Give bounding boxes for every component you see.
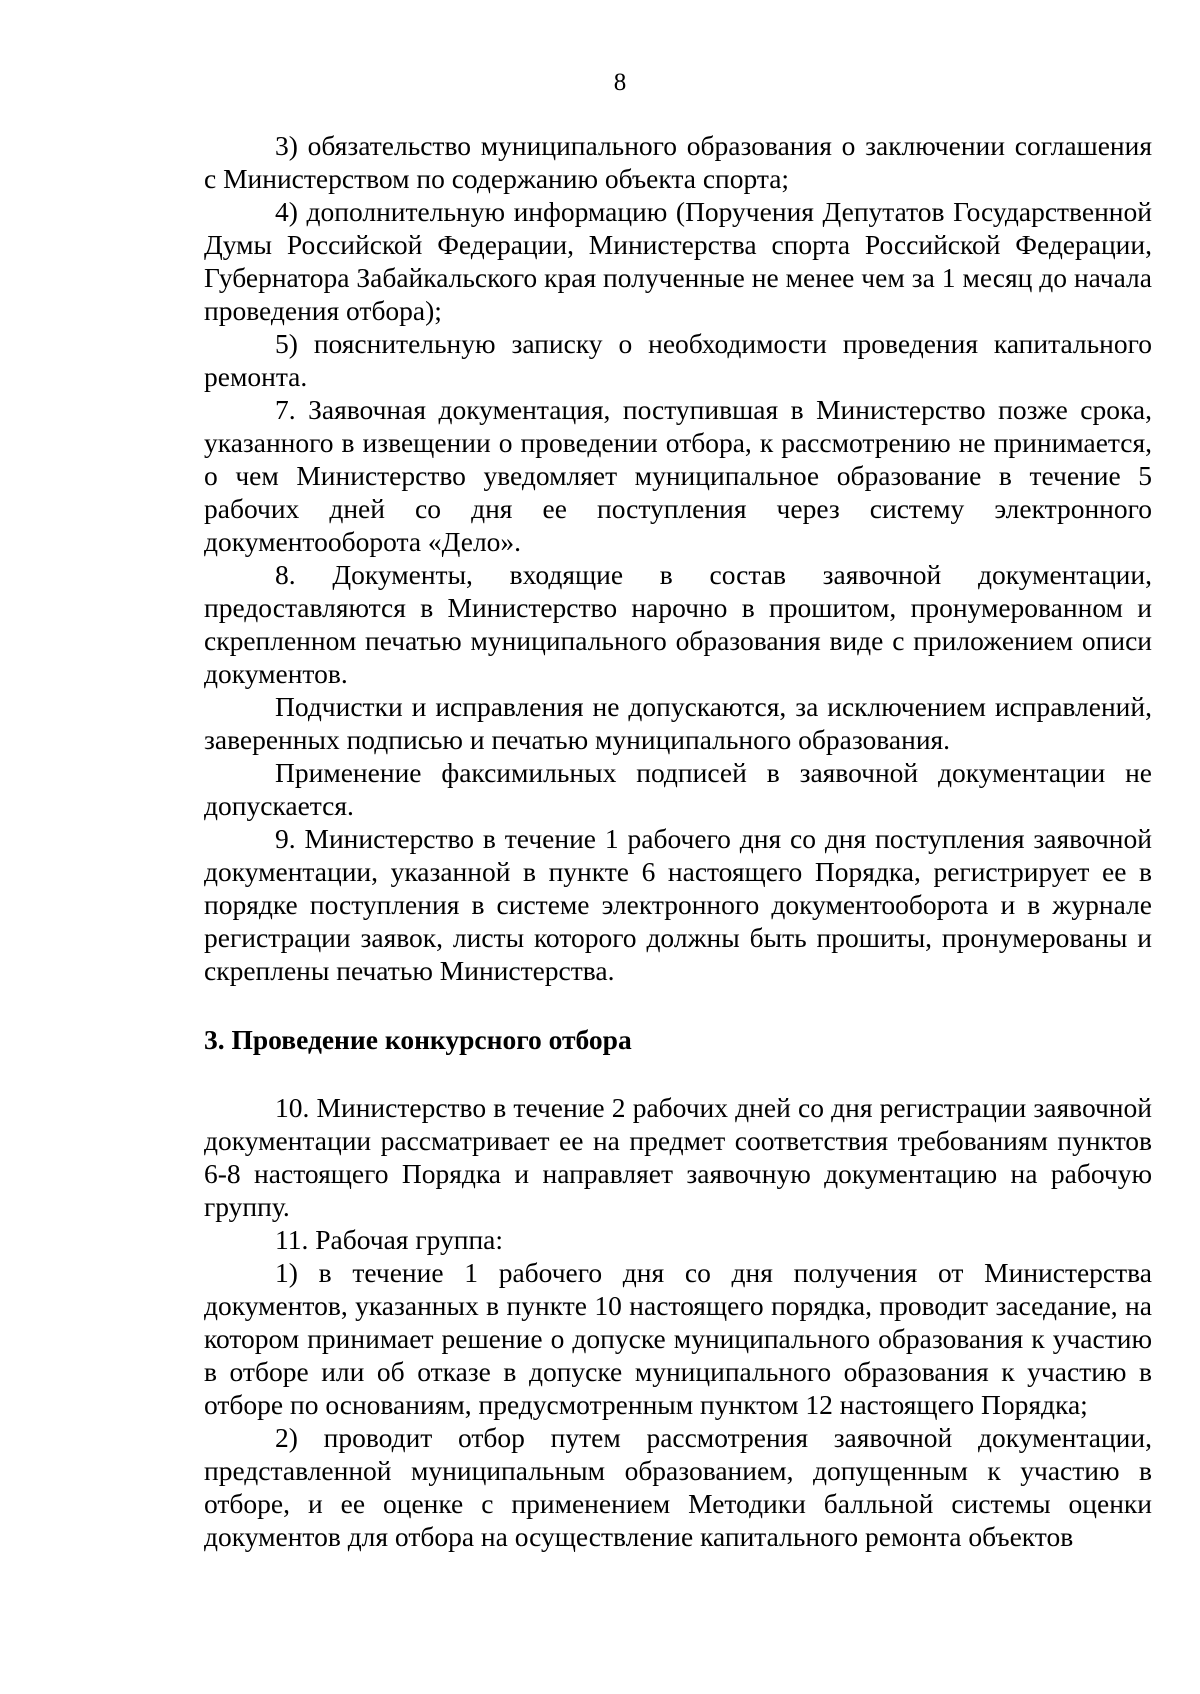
paragraph-item-3: 3) обязательство муниципального образования о заключении соглашения с Министерством по содержанию объекта спорта; [204, 130, 1152, 194]
paragraph-facsimile: Применение факсимильных подписей в заявочной документации не допускается. [204, 757, 1152, 821]
paragraph-clause-10: 10. Министерство в течение 2 рабочих дней со дня регистрации заявочной документации рассматривает ее на предмет соответствия требованиям пунктов 6-8 настоящего Порядка и направляет заявочную документацию на рабочую группу. [204, 1092, 1152, 1222]
paragraph-item-4: 4) дополнительную информацию (Поручения Депутатов Государственной Думы Российской Федерации, Министерства спорта Российской Федерации, Губернатора Забайкальского края полученные не менее чем за 1 месяц до начала проведения отбора); [204, 196, 1152, 326]
paragraph-clause-9: 9. Министерство в течение 1 рабочего дня со дня поступления заявочной документации, указанной в пункте 6 настоящего Порядка, регистрирует ее в порядке поступления в системе электронного документооборота и в журнале регистрации заявок, листы которого должны быть прошиты, пронумерованы и скреплены печатью Министерства. [204, 823, 1152, 986]
paragraph-subitem-2: 2) проводит отбор путем рассмотрения заявочной документации, представленной муниципальным образованием, допущенным к участию в отборе, и ее оценке с применением Методики балльной системы оценки документов для отбора на осуществление капитального ремонта объектов [204, 1422, 1152, 1552]
section-heading: 3. Проведение конкурсного отбора [204, 1024, 632, 1055]
paragraph-subitem-1: 1) в течение 1 рабочего дня со дня получения от Министерства документов, указанных в пункте 10 настоящего порядка, проводит заседание, на котором принимает решение о допуске муниципального образования к участию в отборе или об отказе в допуске муниципального образования к участию в отборе по основаниям, предусмотренным пунктом 12 настоящего Порядка; [204, 1257, 1152, 1420]
page-number: 8 [613, 69, 627, 96]
paragraph-clause-7: 7. Заявочная документация, поступившая в Министерство позже срока, указанного в извещении о проведении отбора, к рассмотрению не принимается, о чем Министерство уведомляет муниципальное образование в течение 5 рабочих дней со дня ее поступления через систему электронного документооборота «Дело». [204, 394, 1152, 557]
paragraph-clause-8: 8. Документы, входящие в состав заявочной документации, предоставляются в Министерство нарочно в прошитом, пронумерованном и скрепленном печатью муниципального образования виде с приложением описи документов. [204, 559, 1152, 689]
paragraph-clause-11: 11. Рабочая группа: [275, 1224, 504, 1255]
paragraph-corrections: Подчистки и исправления не допускаются, за исключением исправлений, заверенных подписью и печатью муниципального образования. [204, 691, 1152, 755]
document-body [204, 129, 1152, 1553]
paragraph-item-5: 5) пояснительную записку о необходимости проведения капитального ремонта. [204, 328, 1152, 392]
